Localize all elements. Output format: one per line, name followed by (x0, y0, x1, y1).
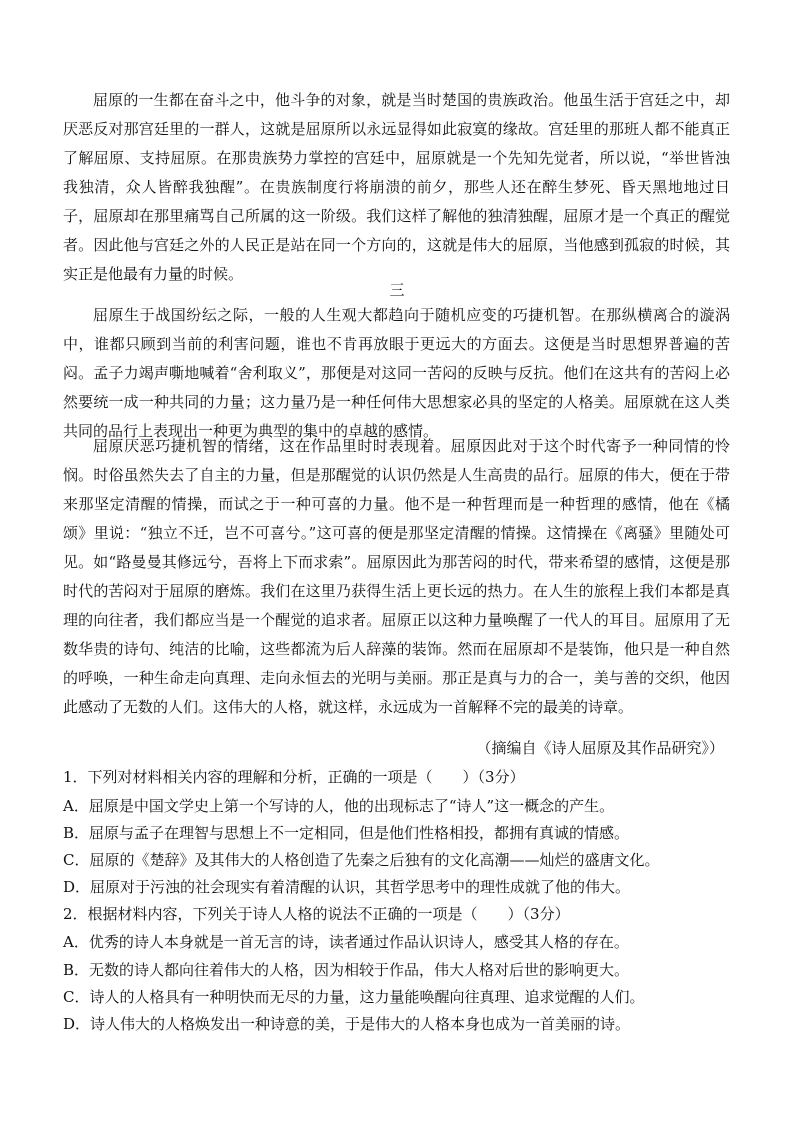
source-citation: （摘编自《诗人屈原及其作品研究》） (476, 739, 724, 757)
question-1-option-c: C．屈原的《楚辞》及其伟大的人格创造了先秦之后独有的文化高潮——灿烂的盛唐文化。 (63, 851, 660, 869)
passage-paragraph-1: 屈原的一生都在奋斗之中，他斗争的对象，就是当时楚国的贵族政治。他虽生活于宫廷之中，却厌恶反对那宫廷里的一群人，这就是屈原所以永远显得如此寂寞的缘故。宫廷里的那班人都不能真正了解屈原、支持屈原。在那贵族势力掌控的宫廷中，屈原就是一个先知先觉者，所以说，“举世皆浊我独清，众人皆醉我独醒”。在贵族制度行将崩溃的前夕，那些人还在醉生梦死、昏天黑地地过日子，屈原却在那里痛骂自己所属的这一阶级。我们这样了解他的独清独醒，屈原才是一个真正的醒觉者。因此他与宫廷之外的人民正是站在同一个方向的，这就是伟大的屈原，当他感到孤寂的时候，其实正是他最有力量的时候。 (63, 91, 730, 283)
question-2-stem: 2．根据材料内容，下列关于诗人人格的说法不正确的一项是（ ）（3分） (63, 905, 570, 923)
question-2-option-c: C．诗人的人格具有一种明快而无尽的力量，这力量能唤醒向往真理、追求觉醒的人们。 (63, 988, 645, 1006)
question-2-option-a: A．优秀的诗人本身就是一首无言的诗，读者通过作品认识诗人，感受其人格的存在。 (63, 933, 629, 951)
question-1-option-d: D．屈原对于污浊的社会现实有着清醒的认识，其哲学思考中的理性成就了他的伟大。 (63, 878, 631, 896)
passage-paragraph-2: 屈原生于战国纷纭之际，一般的人生观大都趋向于随机应变的巧捷机智。在那纵横离合的漩涡中，谁都只顾到当前的利害问题，谁也不肯再放眼于更远大的方面去。这便是当时思想界普遍的苦闷。孟子力竭声嘶地喊着“舍利取义”，那便是对这同一苦闷的反映与反抗。他们在这共有的苦闷上必然要统一成一种共同的力量；这力量乃是一种任何伟大思想家必具的坚定的人格美。屈原就在这人类共同的品行上表现出一种更为典型的集中的卓越的感情。 (63, 306, 730, 440)
passage-paragraph-3: 屈原厌恶巧捷机智的情绪，这在作品里时时表现着。屈原因此对于这个时代寄予一种同情的怜悯。时俗虽然失去了自主的力量，但是那醒觉的认识仍然是人生高贵的品行。屈原的伟大，便在于带来那坚定清醒的情操，而试之于一种可喜的力量。他不是一种哲理而是一种哲理的感情，他在《橘颂》里说：“独立不迁，岂不可喜兮。”这可喜的便是那坚定清醒的情操。这情操在《离骚》里随处可见。如“路曼曼其修远兮，吾将上下而求索”。屈原因此为那苦闷的时代，带来希望的感情，这便是那时代的苦闷对于屈原的磨炼。我们在这里乃获得生活上更长远的热力。在人生的旅程上我们本都是真理的向往者，我们都应当是一个醒觉的追求者。屈原正以这种力量唤醒了一代人的耳目。屈原用了无数华贵的诗句、纯洁的比喻，这些都流为后人辞藻的装饰。然而在屈原却不是装饰，他只是一种自然的呼唤，一种生命走向真理、走向永恒去的光明与美丽。那正是真与力的合一，美与善的交织，他因此感动了无数的人们。这伟大的人格，就这样，永远成为一首解释不完的最美的诗章。 (63, 437, 730, 716)
question-2-option-d: D．诗人伟大的人格焕发出一种诗意的美，于是伟大的人格本身也成为一首美丽的诗。 (63, 1015, 631, 1033)
question-2-option-b: B．无数的诗人都向往着伟大的人格，因为相较于作品，伟大人格对后世的影响更大。 (63, 961, 630, 979)
question-1-option-a: A．屈原是中国文学史上第一个写诗的人，他的出现标志了“诗人”这一概念的产生。 (63, 797, 615, 815)
question-1-option-b: B．屈原与孟子在理智与思想上不一定相同，但是他们性格相投，都拥有真诚的情感。 (63, 824, 630, 842)
question-1-stem: 1．下列对材料相关内容的理解和分析，正确的一项是（ ）（3分） (63, 768, 525, 786)
section-number: 三 (389, 281, 405, 299)
